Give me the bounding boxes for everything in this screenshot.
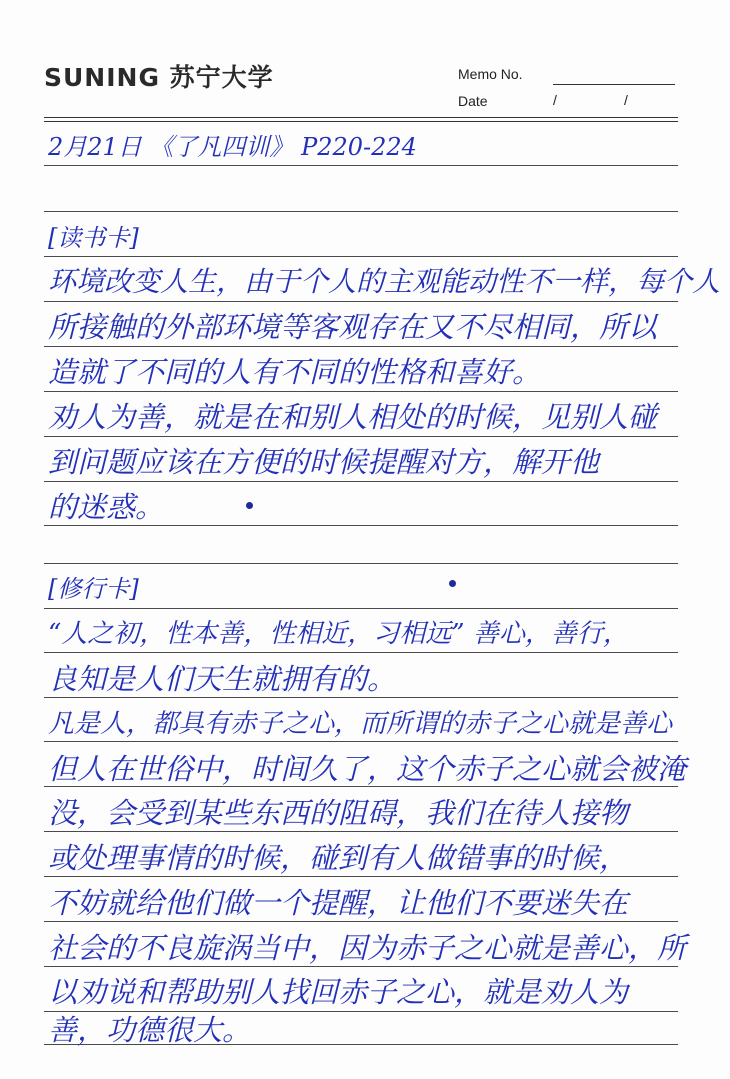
practice-card-line: “人之初，性本善，性相近，习相远” 善心，善行， (48, 619, 629, 649)
ruled-line (44, 652, 678, 653)
ruled-line (44, 391, 678, 392)
practice-card-line: 但人在世俗中，时间久了，这个赤子之心就会被淹 (48, 752, 687, 786)
ruled-line (44, 966, 678, 967)
memo-no-blank (553, 84, 675, 85)
ruled-line (44, 165, 678, 166)
ruled-line (44, 481, 678, 482)
practice-card-line: 没，会受到某些东西的阻碍，我们在待人接物 (48, 796, 629, 830)
practice-card-line: 不妨就给他们做一个提醒，让他们不要迷失在 (48, 886, 629, 920)
ruled-line (44, 1011, 678, 1012)
brand-logo: SUNING 苏宁大学 (44, 63, 274, 92)
ruled-line (44, 256, 678, 257)
reading-card-line: 劝人为善，就是在和别人相处的时候，见别人碰 (48, 400, 658, 434)
practice-card-heading: [修行卡] (48, 575, 139, 603)
ruled-line (44, 831, 678, 832)
practice-card-line: 良知是人们天生就拥有的。 (48, 662, 397, 696)
ruled-line (44, 921, 678, 922)
entry-date-line: 2月21日 《了凡四训》 P220-224 (48, 133, 417, 161)
ruled-line (44, 697, 678, 698)
practice-card-line: 社会的不良旋涡当中，因为赤子之心就是善心，所 (48, 931, 687, 965)
reading-card-heading: [读书卡] (48, 224, 139, 252)
ruled-line (44, 211, 678, 212)
ruled-line (44, 876, 678, 877)
ruled-line (44, 525, 678, 526)
ruled-line (44, 301, 678, 302)
practice-card-line: 善，功德很大。 (48, 1013, 252, 1047)
practice-card-line: 以劝说和帮助别人找回赤子之心，就是劝人为 (48, 975, 629, 1009)
practice-card-line: 凡是人，都具有赤子之心，而所谓的赤子之心就是善心 (48, 709, 673, 739)
reading-card-line: 造就了不同的人有不同的性格和喜好。 (48, 355, 542, 389)
reading-card-line: 环境改变人生，由于个人的主观能动性不一样，每个人 (48, 265, 721, 298)
ruled-line (44, 608, 678, 609)
header-double-rule (44, 117, 678, 122)
reading-card-line: 的迷惑。 (48, 490, 165, 524)
ruled-line (44, 741, 678, 742)
ruled-line (44, 346, 678, 347)
ink-dot (246, 502, 253, 509)
memo-no-label: Memo No. (458, 66, 523, 82)
reading-card-line: 所接触的外部环境等客观存在又不尽相同，所以 (48, 310, 658, 344)
reading-card-line: 到问题应该在方便的时候提醒对方，解开他 (48, 445, 600, 479)
date-label: Date (458, 93, 488, 109)
practice-card-line: 或处理事情的时候，碰到有人做错事的时候， (48, 841, 629, 875)
ruled-line (44, 436, 678, 437)
date-slash-1: / (553, 92, 557, 108)
date-slash-2: / (624, 92, 628, 108)
ruled-line (44, 786, 678, 787)
ruled-line (44, 563, 678, 564)
